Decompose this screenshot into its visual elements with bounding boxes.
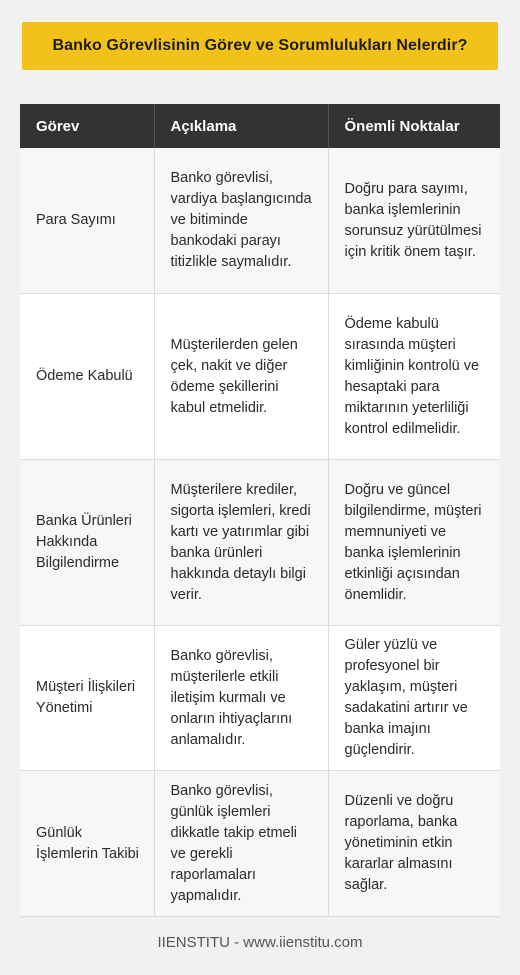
column-header-description: Açıklama <box>154 104 328 148</box>
description-cell: Müşterilerden gelen çek, nakit ve diğer ödeme şekillerini kabul etmelidir. <box>154 294 328 460</box>
notes-cell: Düzenli ve doğru raporlama, banka yönetiminin etkin kararlar almasını sağlar. <box>328 771 500 917</box>
table-row <box>20 626 500 771</box>
task-cell: Para Sayımı <box>20 148 154 294</box>
description-cell: Müşterilere krediler, sigorta işlemleri, kredi kartı ve yatırımlar gibi banka ürünleri hakkında detaylı bilgi verir. <box>154 460 328 626</box>
page-title: Banko Görevlisinin Görev ve Sorumlulukları Nelerdir? <box>22 22 498 70</box>
notes-cell: Doğru para sayımı, banka işlemlerinin sorunsuz yürütülmesi için kritik önem taşır. <box>328 148 500 294</box>
table-row <box>20 771 500 917</box>
description-cell: Banko görevlisi, günlük işlemleri dikkatle takip etmeli ve gerekli raporlamaları yapmalıdır. <box>154 771 328 917</box>
table-row <box>20 148 500 294</box>
notes-cell: Doğru ve güncel bilgilendirme, müşteri memnuniyeti ve banka işlemlerinin etkinliği açısından önemlidir. <box>328 460 500 626</box>
table-row <box>20 460 500 626</box>
description-cell: Banko görevlisi, müşterilerle etkili iletişim kurmalı ve onların ihtiyaçlarını anlamalıdır. <box>154 626 328 771</box>
task-cell: Günlük İşlemlerin Takibi <box>20 771 154 917</box>
task-cell: Müşteri İlişkileri Yönetimi <box>20 626 154 771</box>
notes-cell: Ödeme kabulü sırasında müşteri kimliğinin kontrolü ve hesaptaki para miktarının yeterliliği kontrol edilmelidir. <box>328 294 500 460</box>
description-cell: Banko görevlisi, vardiya başlangıcında ve bitiminde bankodaki parayı titizlikle saymalıdır. <box>154 148 328 294</box>
table-header-row <box>20 104 500 148</box>
duties-table <box>20 104 500 917</box>
column-header-notes: Önemli Noktalar <box>328 104 500 148</box>
footer-credit: IIENSTITU - www.iienstitu.com <box>157 934 363 951</box>
table-row <box>20 294 500 460</box>
task-cell: Banka Ürünleri Hakkında Bilgilendirme <box>20 460 154 626</box>
column-header-task: Görev <box>20 104 154 148</box>
notes-cell: Güler yüzlü ve profesyonel bir yaklaşım, müşteri sadakatini artırır ve banka imajını güçlendirir. <box>328 626 500 771</box>
task-cell: Ödeme Kabulü <box>20 294 154 460</box>
